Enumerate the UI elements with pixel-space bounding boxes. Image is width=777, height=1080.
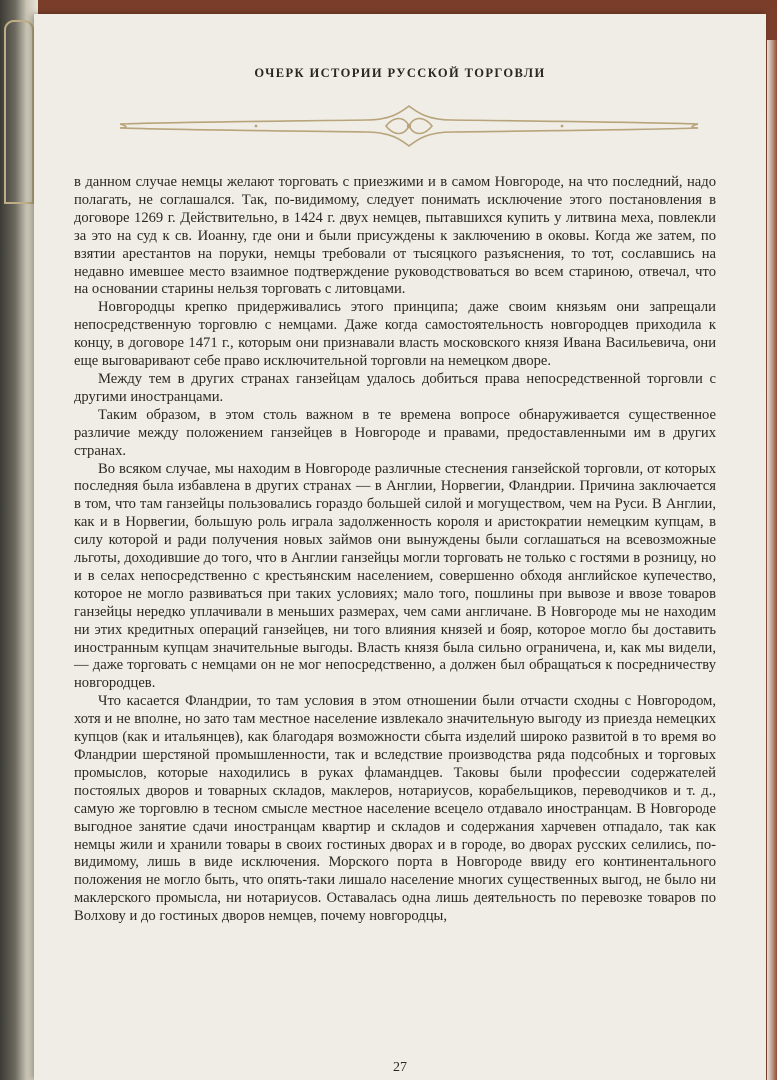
book-cover-ornament — [4, 20, 34, 204]
page-number: 27 — [393, 1060, 407, 1075]
page-header — [34, 66, 766, 81]
body-text — [74, 174, 716, 926]
paragraph-1: в данном случае немцы желают торговать с приезжими и в самом Новгороде, на что последний, надо полагать, не соглашался. Так, по-видимому, следует понимать исключение этого постановления в договоре 1269 г. Действительно, в 1424 г. двух немцев, пытавшихся купить у литвина меха, повлекли за это на суд к св. Иоанну, где они и были присуждены к заключению в оковы. Когда же затем, по взятии арестантов на поруки, немцы требовали от тысяцкого разъяснения, то тот, сославшись на недавно имевшее место взаимное подтверждение руководствоваться во всем стариною, отвечал, что на основании старины нельзя торговать с литовцами. — [74, 174, 716, 298]
book-cover-edge — [767, 40, 777, 1080]
header-ornament — [116, 102, 702, 148]
running-title: ОЧЕРК ИСТОРИИ РУССКОЙ ТОРГОВЛИ — [254, 66, 546, 80]
paragraph-2: Новгородцы крепко придерживались этого принципа; даже своим князьям они запрещали непосредственную торговлю с немцами. Даже когда самостоятельность новгородцев приходила к концу, в договоре 1471 г., которым они признавали власть московского князя Ивана Васильевича, они еще выговаривают себе право исключительной торговли на немецком дворе. — [74, 299, 716, 370]
paragraph-4: Таким образом, в этом столь важном в те времена вопросе обнаруживается существенное различие между положением ганзейцев в Новгороде и правами, предоставленными им в других странах. — [74, 406, 716, 459]
book-page — [34, 14, 766, 1080]
paragraph-3: Между тем в других странах ганзейцам удалось добиться права непосредственной торговли с другими иностранцами. — [74, 370, 716, 405]
adjacent-book-edge — [0, 0, 38, 1080]
paragraph-6: Что касается Фландрии, то там условия в этом отношении были отчасти сходны с Новгородом, хотя и не вполне, но зато там местное население извлекало значительную выгоду из приезда немецких купцов (как и итальянцев), как благодаря возможности сбыта изделий широко развитой в то время во Фландрии шерстяной промышленности, так и вследствие производства ряда подсобных и торговых промыслов, которые находились в руках фламандцев. Таковы были профессии содержателей постоялых дворов и товарных складов, маклеров, нотариусов, корабельщиков, переводчиков и т. д., самую же торговлю в тесном смысле местное население всецело отдавало иностранцам. В Новгороде выгодное занятие сдачи иностранцам квартир и складов и содержания харчевен отпадало, так как немцы жили и хранили товары в своих гостиных дворах и в городе, во дворах русских селились, по-видимому, лишь в виде исключения. Морского порта в Новгороде ввиду его континентального положения не могло быть, что опять-таки лишало население многих существенных выгод, не было ни маклерского промысла, ни нотариусов. Оставалась одна лишь деятельность по перевозке товаров по Волхову и до гостиных дворов немцев, почему новгородцы, — [74, 693, 716, 925]
paragraph-5: Во всяком случае, мы находим в Новгороде различные стеснения ганзейской торговли, от которых последняя была избавлена в других странах — в Англии, Норвегии, Фландрии. Причина заключается в том, что там ганзейцы пользовались гораздо большей силой и могуществом, чем на Руси. В Англии, как и в Норвегии, большую роль играла задолженность короля и аристократии немецким купцам, в силу которой и ради получения новых займов они вынуждены были соглашаться на всевозможные льготы, доходившие до того, что в Англии ганзейцы могли торговать не только с гостями в розницу, но и в селах непосредственно с крестьянским населением, совершенно обходя английское купечество, которое не могло развиваться при таких условиях; мало того, пошлины при вывозе и ввозе товаров ганзейцы нередко уплачивали в меньших размерах, чем сами англичане. В Новгороде мы не находим ни этих кредитных операций ганзейцев, ни того влияния князей и бояр, которое могло бы доставить иностранным купцам значительные выгоды. Власть князя была сильно ограничена, и, как мы видели, — даже торговать с немцами он не мог непосредственно, а должен был обращаться к посредничеству новгородцев. — [74, 460, 716, 692]
